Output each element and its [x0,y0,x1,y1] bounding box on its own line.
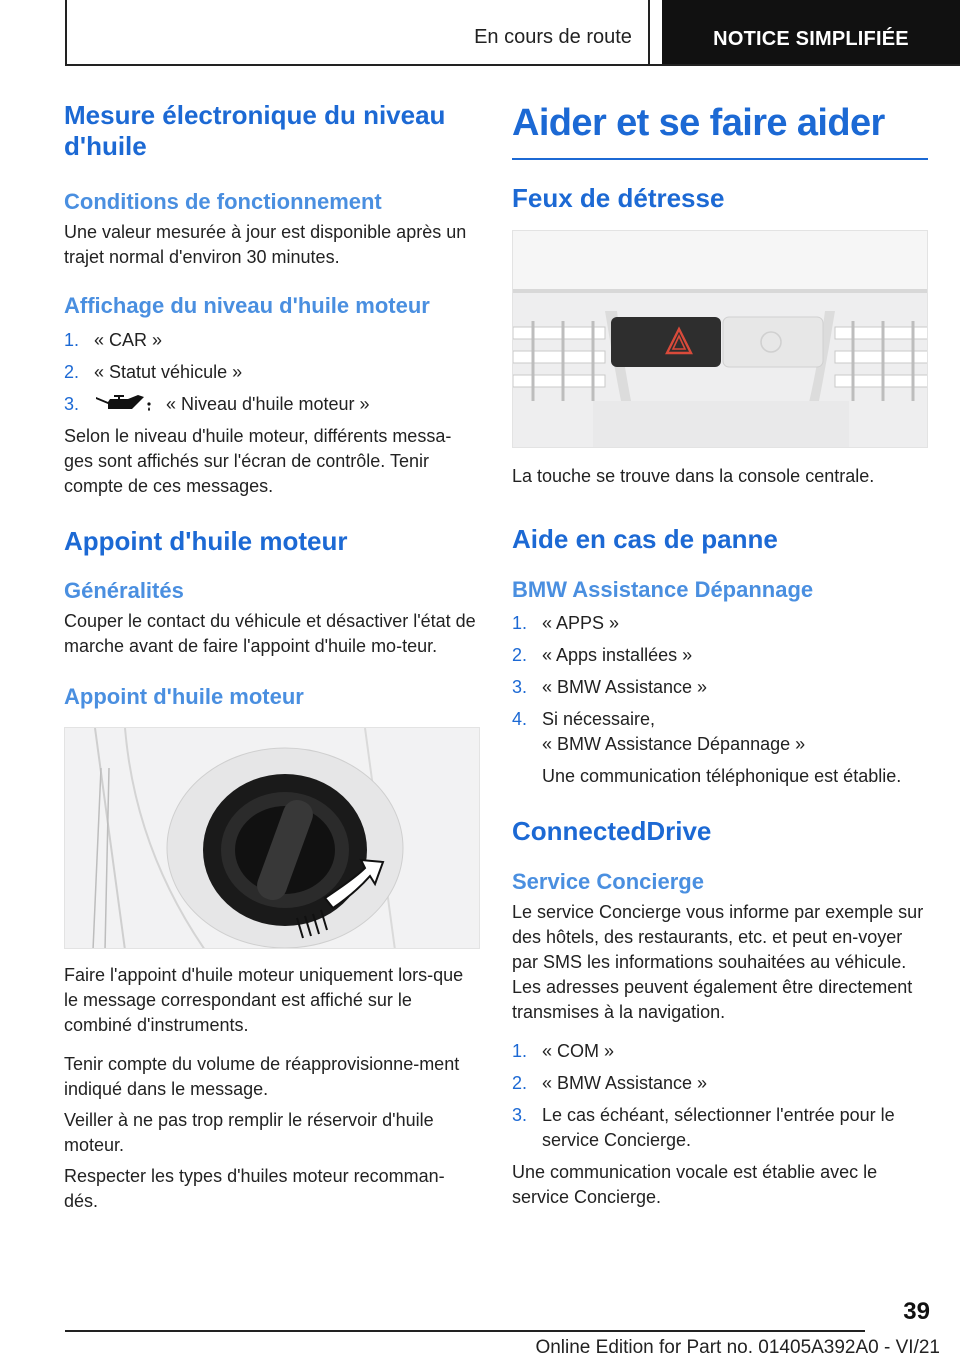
edition-text: Online Edition for Part no. 01405A392A0 - VI/21 [535,1337,940,1358]
list-item: 1. « CAR » [64,330,163,350]
general-text: Couper le contact du véhicule et désactiver l'état de marche avant de faire l'appoint d'huile mo-teur. [64,611,476,656]
header-left-border [65,0,67,66]
oil-display-steps [64,328,478,417]
left-column [64,100,478,1214]
list-item: 2. « BMW Assistance » [512,1073,708,1093]
topup-text-1: Faire l'appoint d'huile moteur uniquement lors-que le message correspondant est affiché sur le combiné d'instruments. [64,965,464,1035]
help-title-rule [512,158,928,160]
list-item: 1. « APPS » [512,613,620,633]
assist-heading: BMW Assistance Dépannage [512,577,814,602]
section-tab[interactable]: En cours de route [474,26,632,48]
list-item: 3. Le cas échéant, sélectionner l'entrée pour le service Concierge. [512,1105,895,1150]
header-tab-divider [648,0,650,66]
concierge-steps [512,1039,928,1153]
oil-filler-cap-image [64,727,480,949]
page-number: 39 [903,1298,930,1325]
list-item: 1. « COM » [512,1041,615,1061]
right-column [512,100,928,1210]
hazard-button-image [512,230,928,448]
list-item: 2. « Apps installées » [512,645,693,665]
hazard-caption: La touche se trouve dans la console centrale. [512,466,875,486]
conditions-heading: Conditions de fonctionnement [64,189,382,214]
breakdown-heading: Aide en cas de panne [512,524,778,554]
general-heading: Généralités [64,578,184,603]
list-item: 4. Si nécessaire, « BMW Assistance Dépannage » Une communication téléphonique est établie. [512,709,902,786]
list-item: 3. « BMW Assistance » [512,677,708,697]
guide-tab[interactable]: NOTICE SIMPLIFIÉE [662,0,960,64]
footer-rule [65,1330,865,1332]
topup-text-4: Respecter les types d'huiles moteur recomman-dés. [64,1166,445,1211]
oil-topup-title: Appoint d'huile moteur [64,526,348,556]
topup-text-2: Tenir compte du volume de réapprovisionne-ment indiqué dans le message. [64,1054,460,1099]
oil-display-text: Selon le niveau d'huile moteur, différents messa-ges sont affichés sur l'écran de contrôle. Tenir compte de ces messages. [64,426,452,496]
concierge-text: Le service Concierge vous informe par exemple sur des hôtels, des restaurants, etc. et peut en-voyer par SMS les informations souhaitées au véhicule. Les adresses peuvent également être directement transmises à la navigation. [512,902,924,1022]
oil-display-heading: Affichage du niveau d'huile moteur [64,293,430,318]
assist-steps [512,611,928,789]
hazard-heading: Feux de détresse [512,183,725,213]
topup-heading: Appoint d'huile moteur [64,684,304,709]
list-item: 2. « Statut véhicule » [64,362,243,382]
topup-text-3: Veiller à ne pas trop remplir le réservoir d'huile moteur. [64,1110,434,1155]
concierge-end-text: Une communication vocale est établie avec le service Concierge. [512,1162,878,1207]
connecteddrive-heading: ConnectedDrive [512,816,712,846]
conditions-text: Une valeur mesurée à jour est disponible après un trajet normal d'environ 30 minutes. [64,222,467,267]
oil-can-icon [94,393,156,413]
header-rule [65,64,960,66]
concierge-heading: Service Concierge [512,869,704,894]
help-title: Aider et se faire aider [512,102,885,144]
oil-measure-title: Mesure électronique du niveau d'huile [64,100,446,161]
list-item: 3. « Niveau d'huile moteur » [64,394,370,414]
